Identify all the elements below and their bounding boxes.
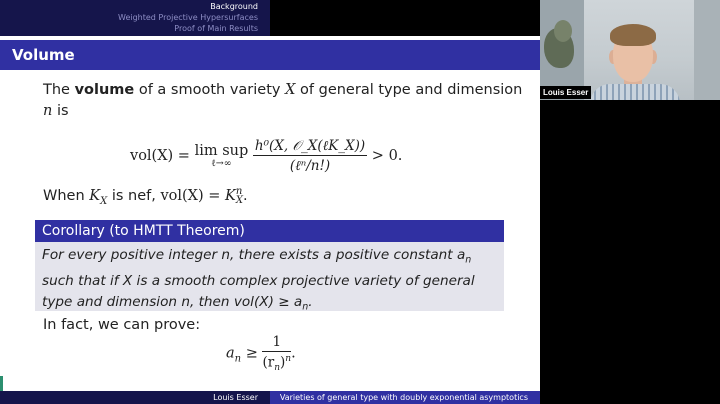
- footer-author: Louis Esser: [0, 391, 270, 404]
- formula-rhs: > 0.: [367, 148, 403, 164]
- corollary-line-1: [42, 245, 497, 271]
- limsup-subscript: ℓ→∞: [211, 158, 232, 169]
- text-segment: of a smooth variety: [134, 82, 286, 98]
- math-superscript: n: [235, 186, 243, 197]
- math-variable-x: X: [285, 82, 296, 98]
- sidebar-edge-marker: [0, 376, 3, 391]
- in-fact-text: In fact, we can prove:: [43, 317, 201, 333]
- text-segment: .: [308, 293, 313, 310]
- math-subscript: n: [465, 254, 472, 266]
- webcam-video-tile[interactable]: [540, 0, 720, 100]
- volume-formula: [130, 138, 402, 174]
- fraction-numerator: 1: [262, 334, 291, 352]
- limsup-label: lim sup: [194, 143, 249, 159]
- definition-line-1: [43, 82, 522, 98]
- text-segment: of general type and dimension: [295, 82, 523, 98]
- participant-name-tag: Louis Esser: [540, 86, 591, 99]
- text-segment: .: [291, 345, 296, 362]
- math-subscript: X: [100, 195, 108, 207]
- math-superscript: n: [285, 354, 292, 364]
- fraction-numerator: h⁰(X, 𝒪_X(ℓK_X)): [254, 138, 366, 154]
- navigation-header: [0, 0, 540, 36]
- math-geq: ≥: [241, 345, 263, 362]
- math-variable-n: n: [43, 103, 53, 119]
- fraction-denominator: (ℓⁿ/n!): [289, 158, 331, 174]
- math-variable-a: a: [226, 345, 235, 362]
- math-subscript: n: [302, 301, 309, 313]
- bound-fraction: [262, 334, 291, 373]
- section-navigation: [0, 0, 270, 36]
- math-canonical-k: K: [89, 188, 101, 204]
- fraction-denominator: [262, 352, 291, 373]
- math-subscript: n: [234, 353, 242, 365]
- formula-lhs: vol(X) =: [130, 148, 195, 164]
- speaker-shirt: [590, 84, 680, 100]
- bold-term-volume: volume: [74, 82, 135, 98]
- footer-talk-title: Varieties of general type with doubly exponential asymptotics: [270, 391, 540, 404]
- corollary-line-3: [42, 292, 497, 318]
- speaker-hair: [610, 24, 656, 46]
- frame-title: Volume: [0, 40, 540, 70]
- math-subscript: X: [235, 195, 244, 206]
- text-segment: For every positive integer n, there exists a positive constant a: [42, 247, 466, 263]
- corollary-block: [35, 220, 504, 313]
- definition-line-2: [43, 103, 69, 119]
- footer: [0, 391, 540, 404]
- header-right-panel: [270, 0, 540, 36]
- nef-statement: [43, 187, 248, 207]
- text-segment: ): [280, 354, 286, 371]
- plant-shape: [554, 20, 572, 42]
- formula-fraction: [253, 138, 367, 174]
- corollary-line-2: such that if X is a smooth complex projective variety of general: [42, 273, 475, 290]
- limsup-operator: [195, 143, 249, 169]
- nav-section-weighted-projective-hypersurfaces[interactable]: Weighted Projective Hypersurfaces: [118, 13, 258, 22]
- bound-formula: [226, 334, 296, 373]
- text-segment: is: [52, 103, 69, 119]
- text-segment: The: [43, 82, 75, 98]
- math-canonical-k: K: [225, 188, 236, 204]
- text-segment: type and dimension n, then vol(X) ≥ a: [42, 293, 303, 310]
- nav-section-background[interactable]: Background: [210, 2, 258, 11]
- nav-section-proof-of-main-results[interactable]: Proof of Main Results: [174, 24, 258, 33]
- background-wall: [694, 0, 720, 100]
- corollary-title: Corollary (to HMTT Theorem): [35, 220, 504, 242]
- text-segment: When: [43, 188, 90, 204]
- text-segment: .: [243, 188, 248, 204]
- text-segment: (r: [262, 354, 275, 371]
- math-subscript: n: [274, 363, 281, 374]
- math-vol: vol(X) =: [160, 188, 226, 204]
- corollary-body: [35, 242, 504, 311]
- math-sub-sup: [236, 187, 243, 205]
- text-segment: is nef,: [107, 188, 161, 204]
